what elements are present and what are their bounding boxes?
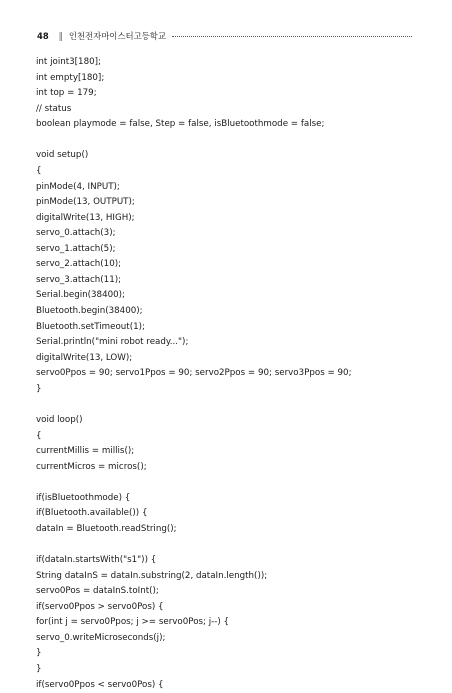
code-line: currentMillis = millis(); <box>36 444 426 460</box>
code-line: int joint3[180]; <box>36 55 426 71</box>
code-line: Bluetooth.begin(38400); <box>36 304 426 320</box>
code-line: if(Bluetooth.available()) { <box>36 506 426 522</box>
code-line: servo0Pos = dataInS.toInt(); <box>36 584 426 600</box>
code-line: pinMode(13, OUTPUT); <box>36 195 426 211</box>
code-line: } <box>36 382 426 398</box>
code-line <box>36 537 426 553</box>
code-line: { <box>36 164 426 180</box>
code-line: Serial.println("mini robot ready..."); <box>36 335 426 351</box>
code-line <box>36 397 426 413</box>
code-line: servo_3.attach(11); <box>36 273 426 289</box>
code-line: for(int j = servo0Ppos; j >= servo0Pos; j--) { <box>36 615 426 631</box>
code-line: servo_1.attach(5); <box>36 242 426 258</box>
code-line: Serial.begin(38400); <box>36 288 426 304</box>
code-line: if(servo0Ppos < servo0Pos) { <box>36 678 426 693</box>
code-line: int top = 179; <box>36 86 426 102</box>
page-header <box>37 28 412 44</box>
code-line <box>36 133 426 149</box>
code-line: boolean playmode = false, Step = false, isBluetoothmode = false; <box>36 117 426 133</box>
code-line: } <box>36 662 426 678</box>
code-line <box>36 475 426 491</box>
code-line: servo0Ppos = 90; servo1Ppos = 90; servo2Ppos = 90; servo3Ppos = 90; <box>36 366 426 382</box>
code-line: if(isBluetoothmode) { <box>36 491 426 507</box>
header-dotted-rule <box>172 36 412 37</box>
code-line: pinMode(4, INPUT); <box>36 180 426 196</box>
header-separator: ‖ <box>59 31 63 41</box>
code-listing <box>36 55 426 693</box>
code-line: if(servo0Ppos > servo0Pos) { <box>36 600 426 616</box>
code-line: if(dataIn.startsWith("s1")) { <box>36 553 426 569</box>
code-line: servo_2.attach(10); <box>36 257 426 273</box>
page-number: 48 <box>37 31 49 41</box>
code-line: { <box>36 429 426 445</box>
code-line: dataIn = Bluetooth.readString(); <box>36 522 426 538</box>
code-line: } <box>36 646 426 662</box>
code-line: digitalWrite(13, LOW); <box>36 351 426 367</box>
code-line: Bluetooth.setTimeout(1); <box>36 320 426 336</box>
code-line: servo_0.writeMicroseconds(j); <box>36 631 426 647</box>
school-name: 인천전자마이스터고등학교 <box>69 30 166 42</box>
code-line: void setup() <box>36 148 426 164</box>
code-line: servo_0.attach(3); <box>36 226 426 242</box>
code-line: // status <box>36 102 426 118</box>
code-line: int empty[180]; <box>36 71 426 87</box>
code-line: String dataInS = dataIn.substring(2, dataIn.length()); <box>36 569 426 585</box>
code-line: digitalWrite(13, HIGH); <box>36 211 426 227</box>
code-line: void loop() <box>36 413 426 429</box>
code-line: currentMicros = micros(); <box>36 460 426 476</box>
